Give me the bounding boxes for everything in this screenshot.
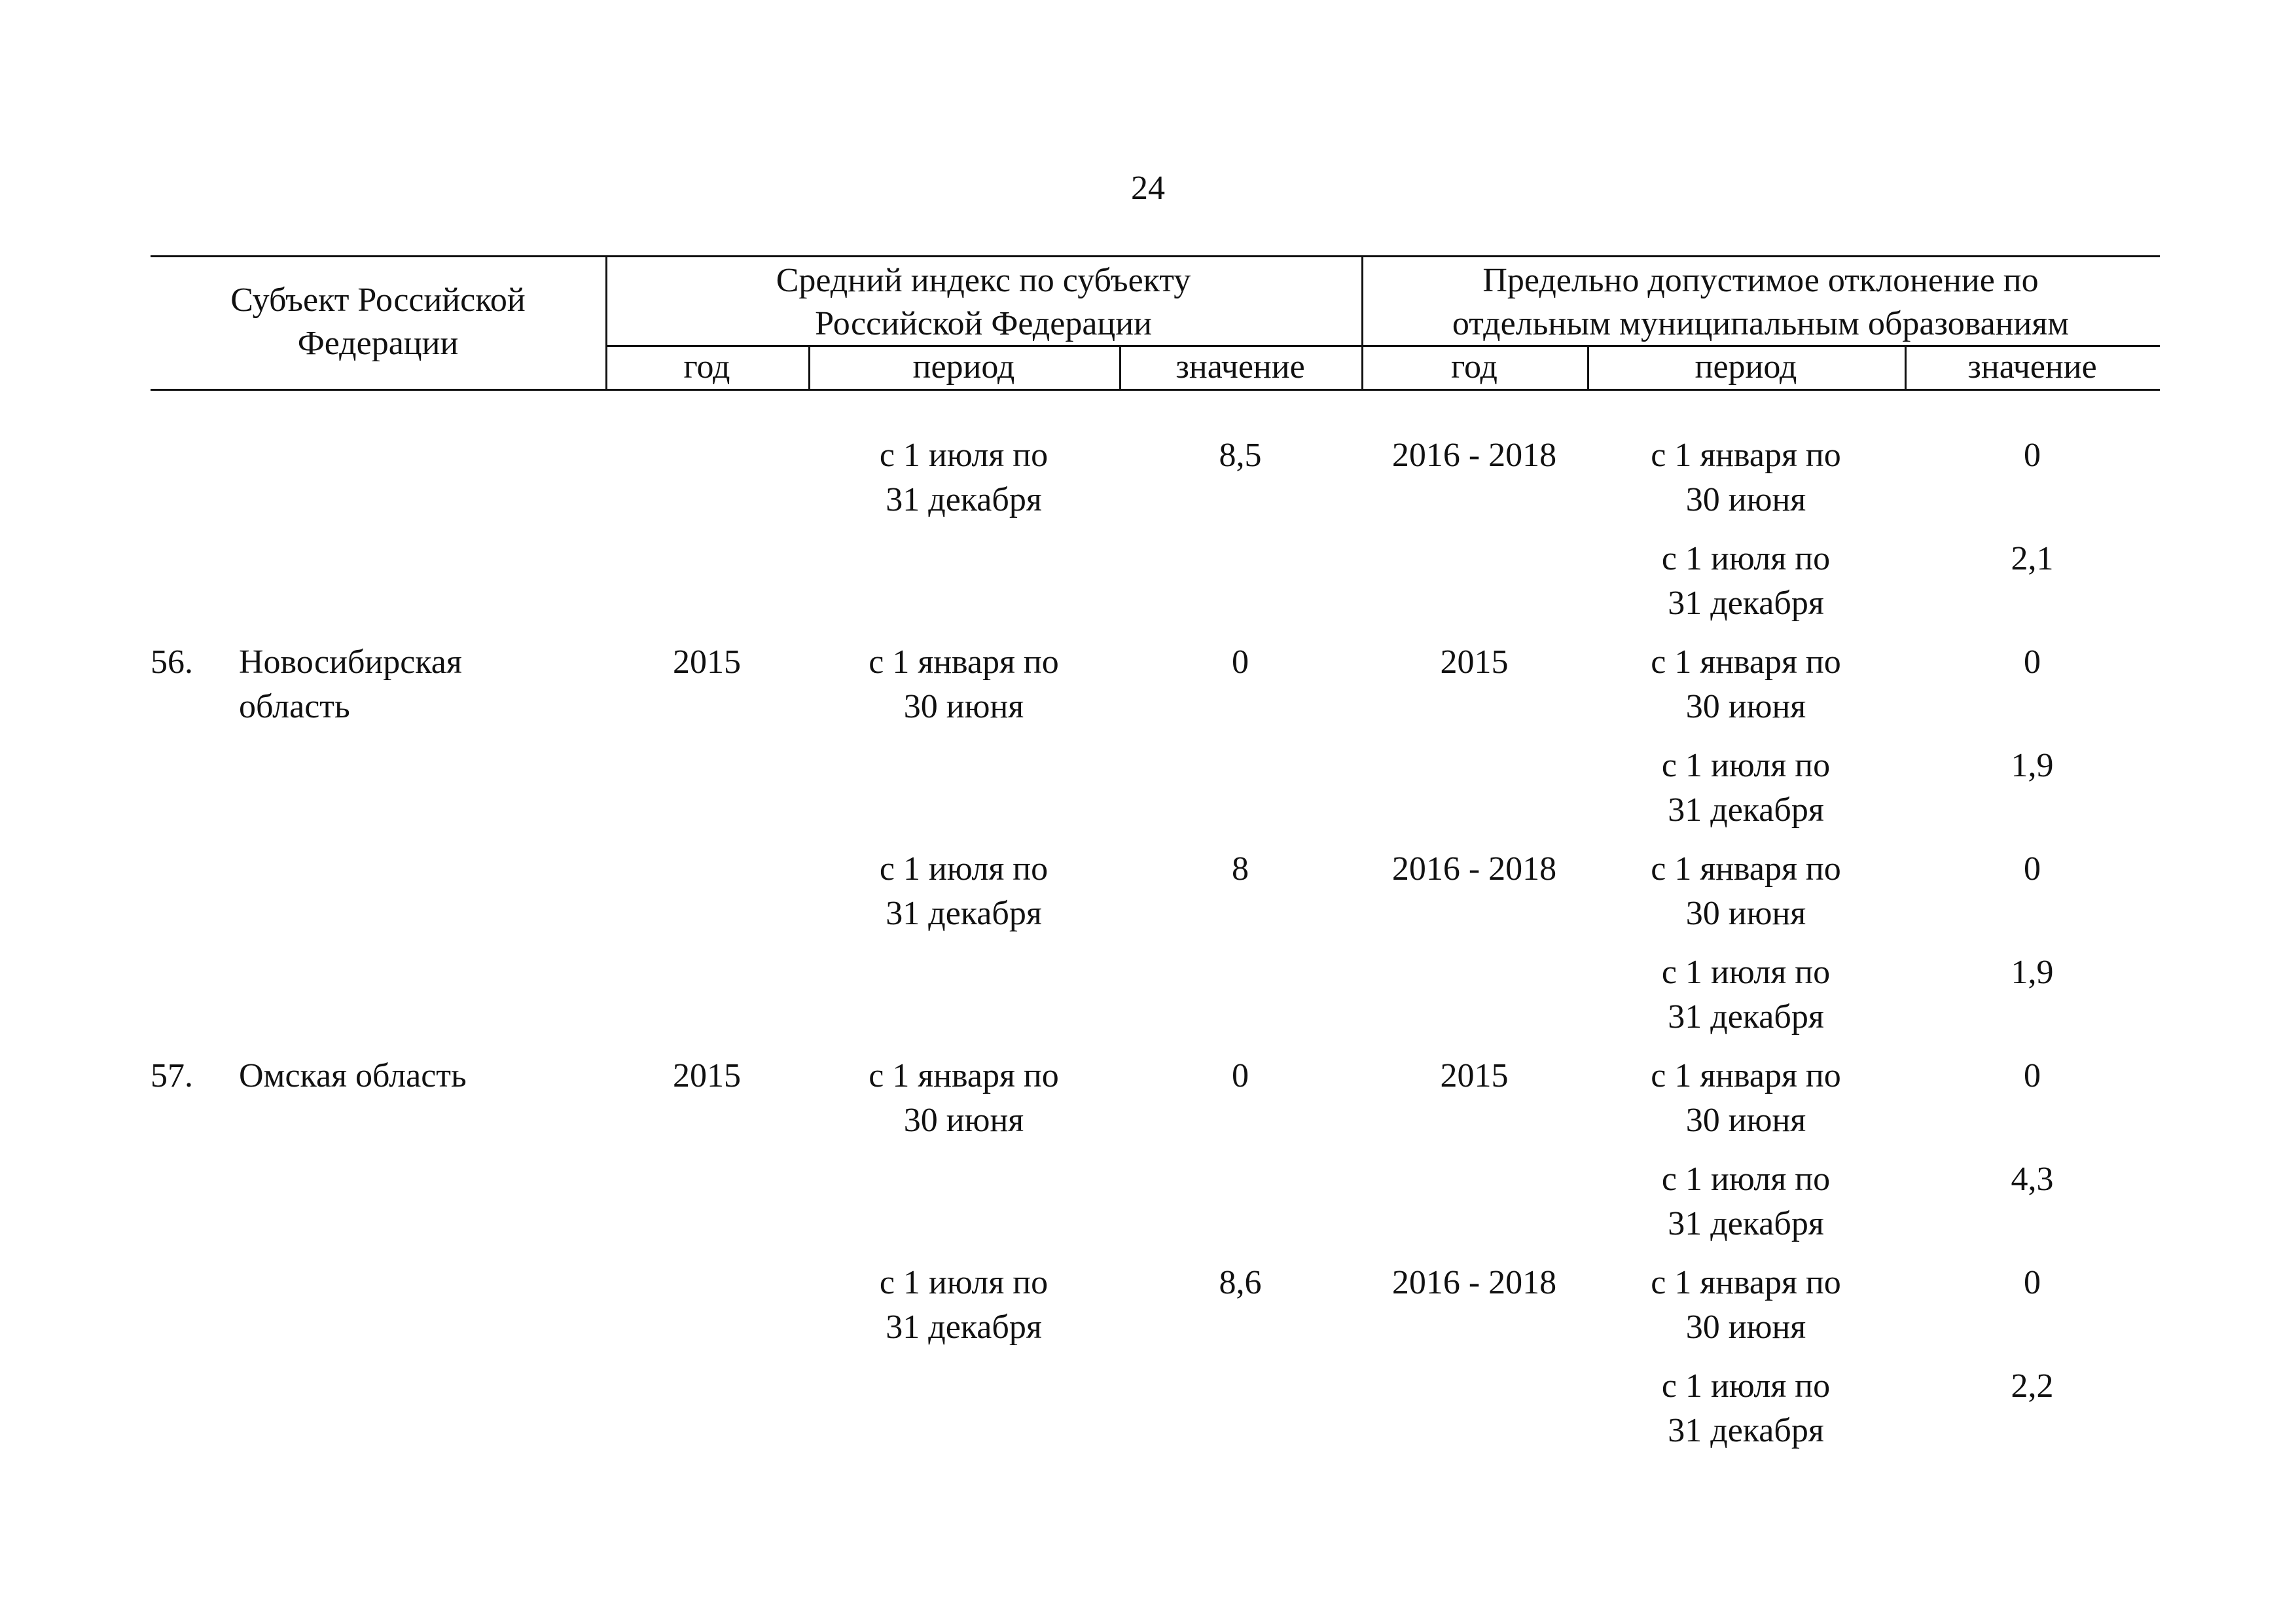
avg-value [1119, 1054, 1361, 1098]
dev-period [1587, 433, 1905, 522]
dev-period-line: с 1 января по [1651, 850, 1841, 888]
avg-year [605, 640, 808, 685]
subject-name-line: Новосибирская [239, 643, 462, 681]
dev-value-line: 2,1 [2011, 540, 2054, 577]
dev-period [1587, 1261, 1905, 1350]
header-subject-line2: Федерации [297, 325, 459, 362]
header-subject-line1: Субъект Российской [230, 281, 526, 319]
dev-period [1587, 1054, 1905, 1143]
header-avg-period: период [912, 348, 1015, 386]
avg-period [808, 433, 1119, 522]
dev-year-line: 2015 [1440, 643, 1509, 681]
row-number [151, 640, 223, 685]
subject-name-line: область [239, 688, 350, 725]
header-avg-index-line1: Средний индекс по субъекту [776, 262, 1191, 299]
header-dev-year: год [1451, 348, 1498, 386]
subject-name [239, 640, 605, 729]
avg-value-line: 8,5 [1219, 437, 1262, 474]
row-number-line: 56. [151, 643, 193, 681]
dev-value [1905, 847, 2160, 892]
dev-period [1587, 744, 1905, 833]
dev-period-line: с 1 июля по [1661, 1161, 1831, 1198]
avg-period-line: с 1 июля по [879, 437, 1049, 474]
dev-period-line: с 1 января по [1651, 437, 1841, 474]
header-deviation [1361, 259, 2160, 346]
dev-period-line: 30 июня [1685, 688, 1806, 725]
avg-year-line: 2015 [673, 643, 741, 681]
dev-period-line: 31 декабря [1668, 1205, 1824, 1242]
avg-value [1119, 1261, 1361, 1305]
avg-year [605, 1054, 808, 1098]
dev-year [1361, 1054, 1587, 1098]
avg-period-line: с 1 января по [869, 643, 1059, 681]
dev-year-line: 2016 - 2018 [1391, 850, 1557, 888]
avg-period-line: 30 июня [903, 688, 1024, 725]
avg-value-line: 0 [1232, 1057, 1249, 1094]
dev-period-line: с 1 января по [1651, 1057, 1841, 1094]
header-avg-index-line2: Российской Федерации [815, 305, 1152, 342]
avg-period-line: с 1 января по [869, 1057, 1059, 1094]
page-number: 24 [1131, 170, 1165, 207]
dev-period-line: 30 июня [1685, 895, 1806, 932]
dev-value [1905, 950, 2160, 995]
dev-value-line: 0 [2024, 1057, 2041, 1094]
dev-value [1905, 1364, 2160, 1409]
dev-period-line: 30 июня [1685, 1102, 1806, 1139]
dev-period-line: 30 июня [1685, 1308, 1806, 1346]
avg-period [808, 1054, 1119, 1143]
header-avg-index [605, 259, 1361, 346]
header-avg-value: значение [1175, 348, 1305, 386]
dev-year-line: 2016 - 2018 [1391, 437, 1557, 474]
avg-value-line: 8 [1232, 850, 1249, 888]
dev-value-line: 0 [2024, 1264, 2041, 1301]
dev-period [1587, 640, 1905, 729]
dev-value [1905, 1157, 2160, 1202]
header-deviation-line1: Предельно допустимое отклонение по [1482, 262, 2039, 299]
dev-period-line: 31 декабря [1668, 1412, 1824, 1449]
avg-period-line: 31 декабря [886, 481, 1042, 518]
dev-period [1587, 950, 1905, 1039]
dev-year-line: 2015 [1440, 1057, 1509, 1094]
avg-period-line: 30 июня [903, 1102, 1024, 1139]
dev-period [1587, 847, 1905, 936]
table-top-rule [151, 255, 2160, 257]
dev-value-line: 0 [2024, 850, 2041, 888]
avg-period-line: с 1 июля по [879, 1264, 1049, 1301]
header-bottom-rule [151, 389, 2160, 391]
dev-value [1905, 433, 2160, 478]
avg-value [1119, 640, 1361, 685]
header-dev-value: значение [1967, 348, 2097, 386]
avg-value-line: 0 [1232, 643, 1249, 681]
dev-period-line: с 1 января по [1651, 1264, 1841, 1301]
header-avg-year: год [683, 348, 730, 386]
dev-value [1905, 744, 2160, 788]
dev-year [1361, 847, 1587, 892]
avg-value [1119, 433, 1361, 478]
header-dev-period: период [1695, 348, 1797, 386]
row-number [151, 1054, 223, 1098]
dev-year [1361, 433, 1587, 478]
dev-period-line: 30 июня [1685, 481, 1806, 518]
dev-value [1905, 640, 2160, 685]
dev-value-line: 0 [2024, 643, 2041, 681]
avg-period-line: 31 декабря [886, 1308, 1042, 1346]
avg-period-line: с 1 июля по [879, 850, 1049, 888]
subject-name [239, 1054, 605, 1098]
dev-year [1361, 640, 1587, 685]
dev-year [1361, 1261, 1587, 1305]
avg-value-line: 8,6 [1219, 1264, 1262, 1301]
dev-year-line: 2016 - 2018 [1391, 1264, 1557, 1301]
dev-period [1587, 1364, 1905, 1453]
header-deviation-line2: отдельным муниципальным образованиям [1452, 305, 2070, 342]
avg-year-line: 2015 [673, 1057, 741, 1094]
avg-value [1119, 847, 1361, 892]
header-subject [151, 279, 605, 365]
dev-period-line: с 1 июля по [1661, 540, 1831, 577]
dev-period-line: 31 декабря [1668, 585, 1824, 622]
avg-period [808, 847, 1119, 936]
subject-name-line: Омская область [239, 1057, 467, 1094]
dev-period-line: с 1 июля по [1661, 954, 1831, 991]
dev-period [1587, 537, 1905, 626]
dev-value [1905, 1054, 2160, 1098]
dev-period-line: с 1 июля по [1661, 1367, 1831, 1405]
dev-value [1905, 1261, 2160, 1305]
dev-value-line: 1,9 [2011, 747, 2054, 784]
avg-period-line: 31 декабря [886, 895, 1042, 932]
dev-value-line: 1,9 [2011, 954, 2054, 991]
dev-value [1905, 537, 2160, 581]
avg-period [808, 640, 1119, 729]
dev-period-line: с 1 января по [1651, 643, 1841, 681]
avg-period [808, 1261, 1119, 1350]
dev-period-line: с 1 июля по [1661, 747, 1831, 784]
dev-period [1587, 1157, 1905, 1246]
dev-period-line: 31 декабря [1668, 791, 1824, 829]
row-number-line: 57. [151, 1057, 193, 1094]
dev-value-line: 0 [2024, 437, 2041, 474]
dev-period-line: 31 декабря [1668, 998, 1824, 1036]
dev-value-line: 4,3 [2011, 1161, 2054, 1198]
dev-value-line: 2,2 [2011, 1367, 2054, 1405]
